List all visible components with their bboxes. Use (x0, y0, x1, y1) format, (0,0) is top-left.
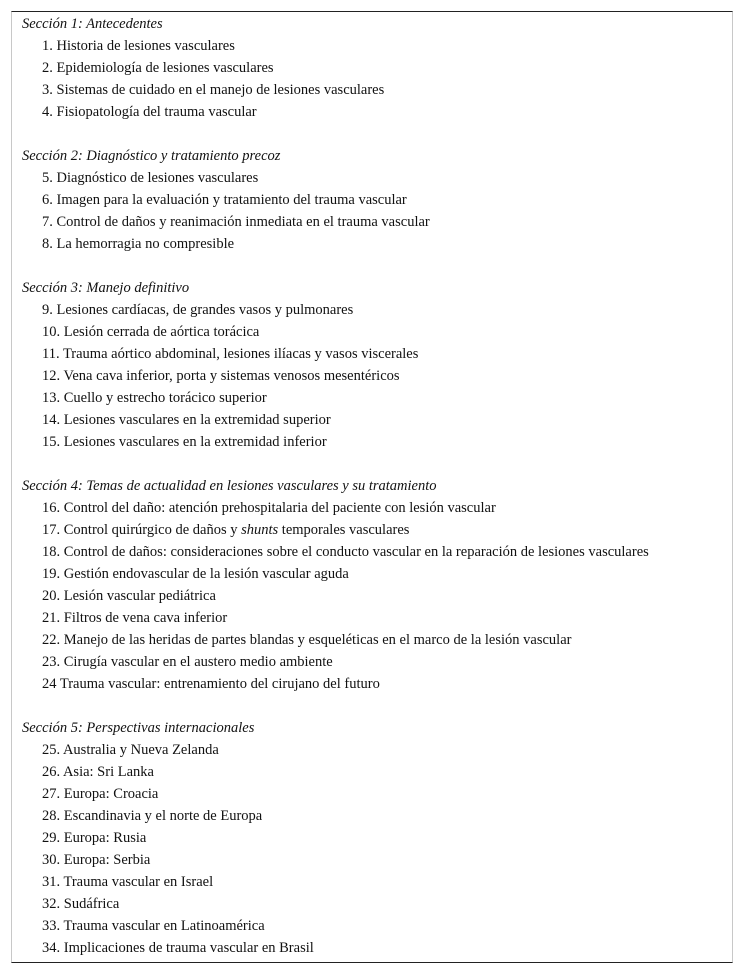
list-item: 12. Vena cava inferior, porta y sistemas venosos mesentéricos (42, 368, 400, 384)
list-item: 13. Cuello y estrecho torácico superior (42, 390, 267, 406)
list-item: 5. Diagnóstico de lesiones vasculares (42, 170, 259, 186)
list-item: 19. Gestión endovascular de la lesión vascular aguda (42, 566, 349, 582)
list-item: 1. Historia de lesiones vasculares (42, 38, 235, 54)
list-item: 31. Trauma vascular en Israel (42, 874, 214, 890)
list-item: 7. Control de daños y reanimación inmediata en el trauma vascular (42, 214, 430, 230)
list-item: 32. Sudáfrica (42, 896, 120, 912)
section-title: Sección 1: Antecedentes (22, 16, 163, 32)
section-title: Sección 4: Temas de actualidad en lesiones vasculares y su tratamiento (22, 478, 437, 494)
list-item: 29. Europa: Rusia (42, 830, 147, 846)
list-item: 9. Lesiones cardíacas, de grandes vasos y pulmonares (42, 302, 354, 318)
list-item: 24 Trauma vascular: entrenamiento del cirujano del futuro (42, 676, 380, 692)
section-spacer (12, 255, 732, 277)
section-title: Sección 2: Diagnóstico y tratamiento precoz (22, 148, 281, 164)
list-item: 25. Australia y Nueva Zelanda (42, 742, 219, 758)
list-item: 28. Escandinavia y el norte de Europa (42, 808, 263, 824)
list-item: 2. Epidemiología de lesiones vasculares (42, 60, 274, 76)
section-spacer (12, 453, 732, 475)
list-item: 20. Lesión vascular pediátrica (42, 588, 216, 604)
list-item: 16. Control del daño: atención prehospitalaria del paciente con lesión vascular (42, 500, 496, 516)
list-item: 15. Lesiones vasculares en la extremidad inferior (42, 434, 327, 450)
list-item: 6. Imagen para la evaluación y tratamiento del trauma vascular (42, 192, 407, 208)
list-item: 11. Trauma aórtico abdominal, lesiones ilíacas y vasos viscerales (42, 346, 419, 362)
list-item: 10. Lesión cerrada de aórtica torácica (42, 324, 260, 340)
list-item: 4. Fisiopatología del trauma vascular (42, 104, 257, 120)
list-item: 30. Europa: Serbia (42, 852, 151, 868)
contents-table (11, 11, 733, 963)
list-item: 22. Manejo de las heridas de partes blandas y esqueléticas en el marco de la lesión vascular (42, 632, 572, 648)
section-spacer (12, 695, 732, 717)
list-item: 34. Implicaciones de trauma vascular en Brasil (42, 940, 314, 956)
section-title: Sección 3: Manejo definitivo (22, 280, 190, 296)
emphasis-term: shunts (241, 522, 279, 538)
list-item: 14. Lesiones vasculares en la extremidad superior (42, 412, 331, 428)
list-item: 8. La hemorragia no compresible (42, 236, 235, 252)
section-spacer (12, 123, 732, 145)
list-item: 33. Trauma vascular en Latinoamérica (42, 918, 265, 934)
list-item: 26. Asia: Sri Lanka (42, 764, 154, 780)
list-item: 3. Sistemas de cuidado en el manejo de lesiones vasculares (42, 82, 385, 98)
list-item: 17. Control quirúrgico de daños y shunts temporales vasculares (42, 522, 410, 538)
list-item: 27. Europa: Croacia (42, 786, 159, 802)
list-item: 21. Filtros de vena cava inferior (42, 610, 228, 626)
section-title: Sección 5: Perspectivas internacionales (22, 720, 255, 736)
list-item: 18. Control de daños: consideraciones sobre el conducto vascular en la reparación de lesiones vasculares (42, 544, 649, 560)
list-item: 23. Cirugía vascular en el austero medio ambiente (42, 654, 333, 670)
